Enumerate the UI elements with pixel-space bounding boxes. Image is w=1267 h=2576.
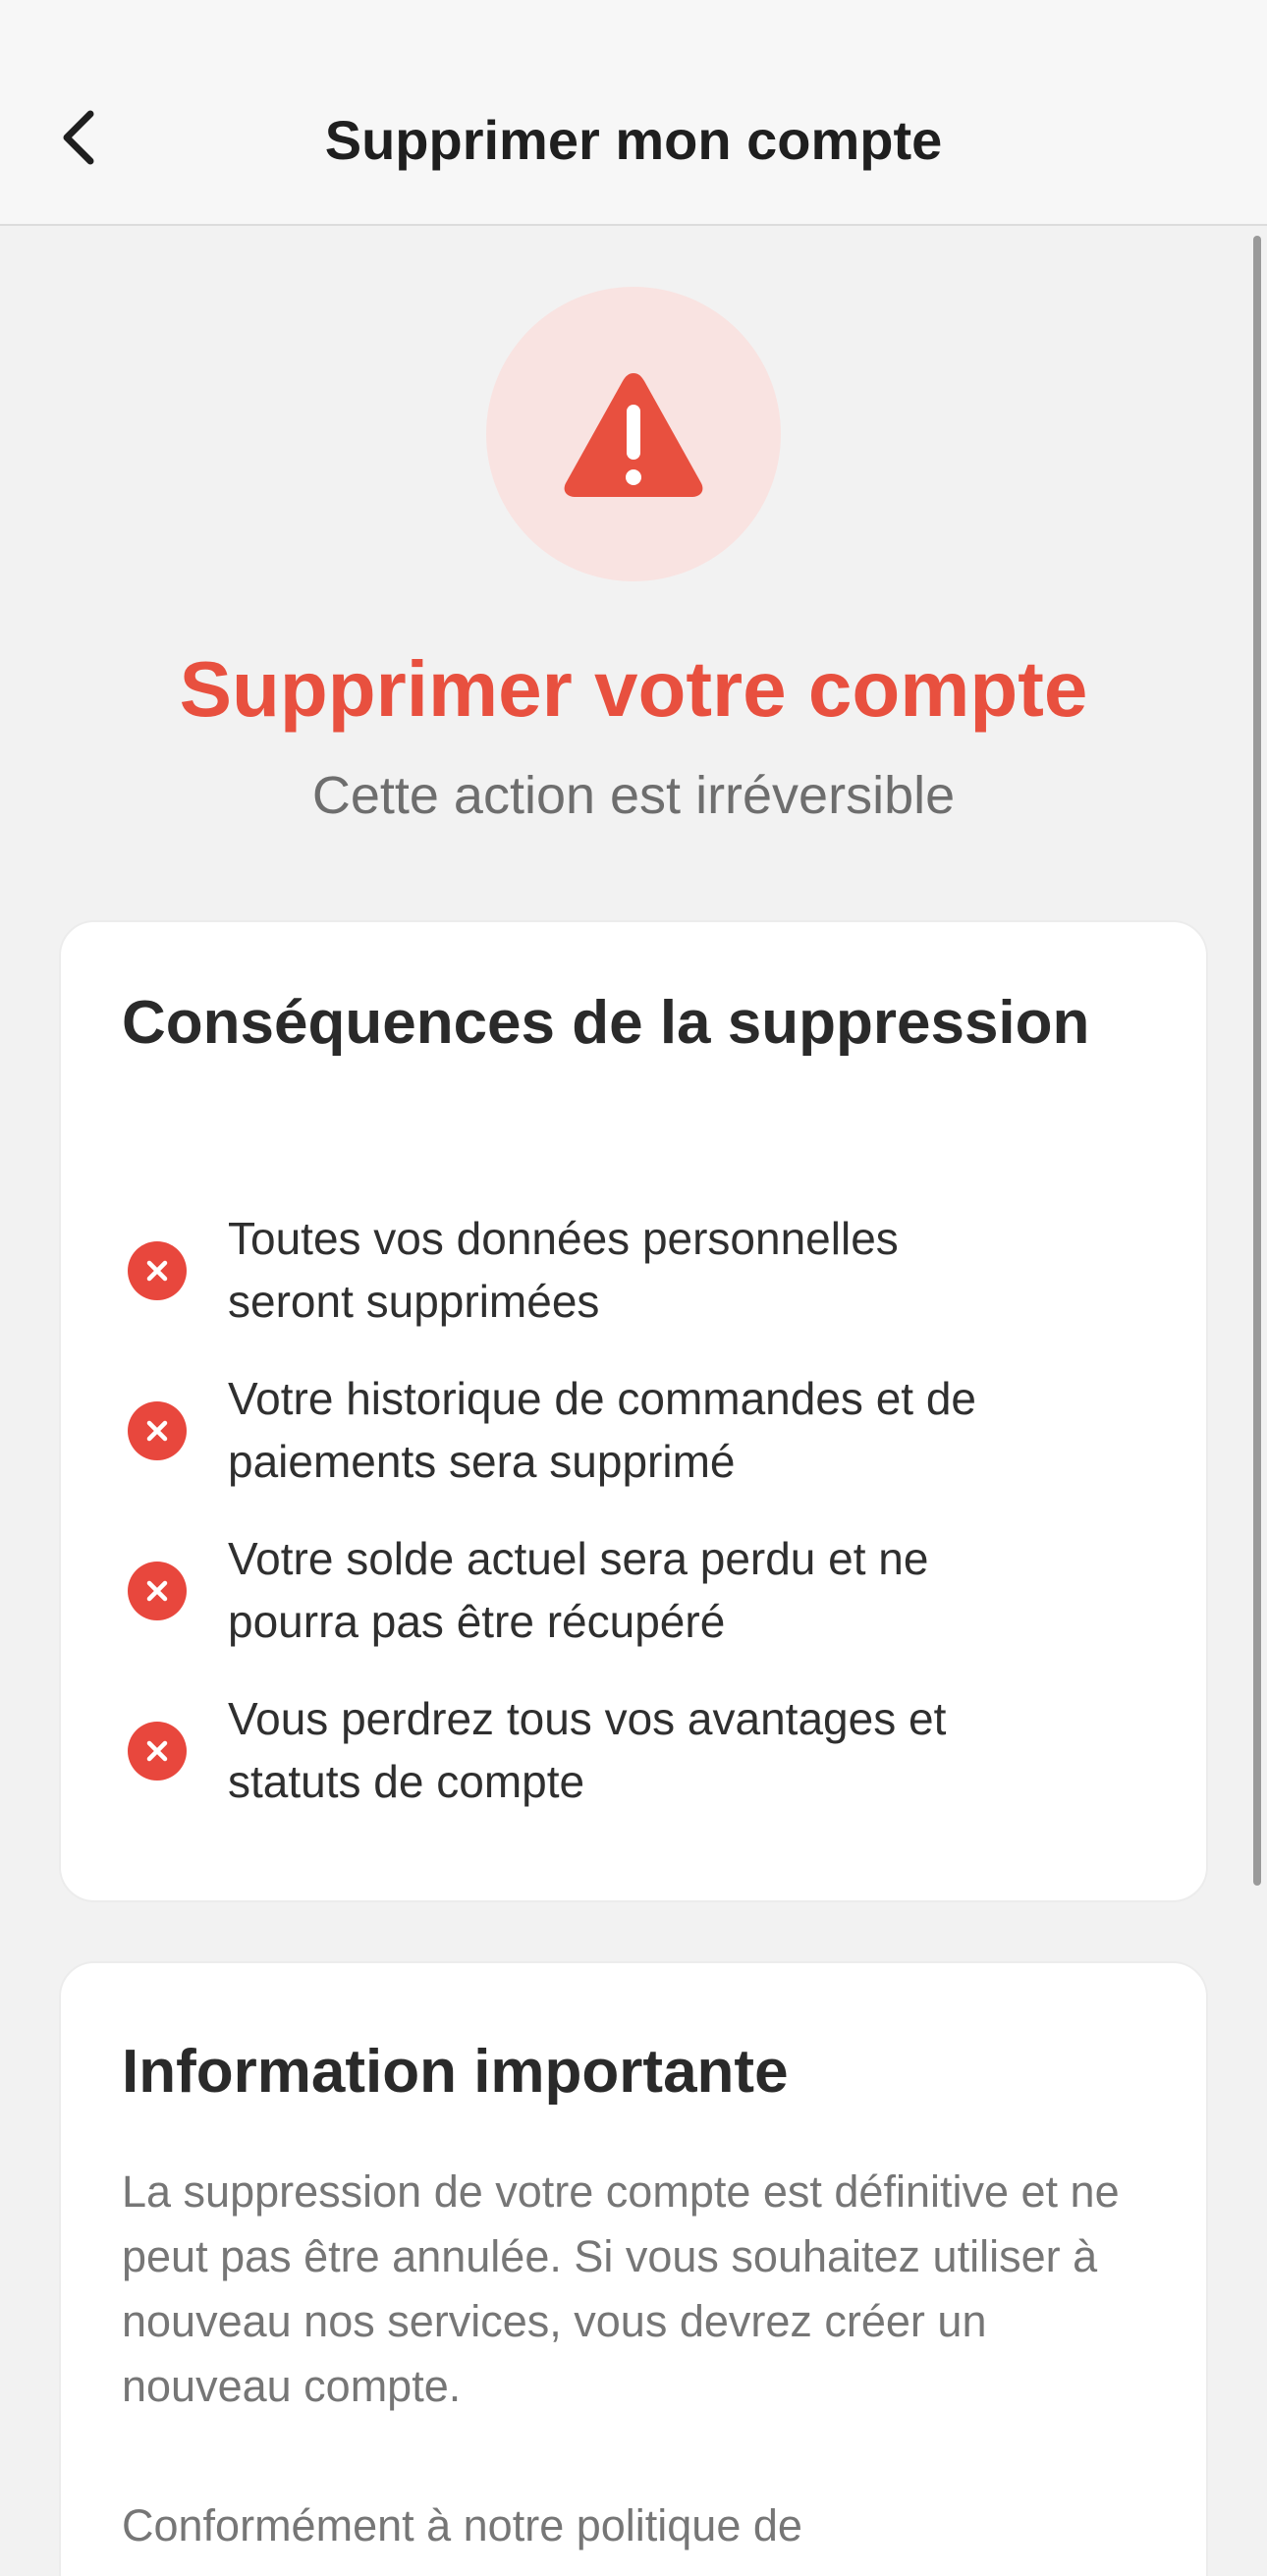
list-item bbox=[122, 1207, 1163, 1367]
consequences-card bbox=[59, 920, 1208, 1902]
x-circle-icon bbox=[128, 1241, 187, 1300]
scroll-content[interactable] bbox=[0, 228, 1267, 2576]
info-paragraph: La suppression de votre compte est définitive et ne peut pas être annulée. Si vous souhaitez utiliser à nouveau nos services, vous devrez créer un nouveau compte. bbox=[122, 2166, 1120, 2411]
consequence-text: Votre solde actuel sera perdu et ne pourra pas être récupéré bbox=[228, 1533, 929, 1647]
x-circle-icon bbox=[128, 1562, 187, 1620]
warning-triangle-icon bbox=[560, 367, 707, 501]
info-paragraph: Conformément à notre politique de bbox=[122, 2500, 802, 2550]
consequence-text: Toutes vos données personnelles seront supprimées bbox=[228, 1213, 899, 1327]
consequence-text: Vous perdrez tous vos avantages et statuts de compte bbox=[228, 1693, 947, 1807]
page-title: Supprimer mon compte bbox=[324, 109, 943, 171]
info-title: Information importante bbox=[122, 2038, 789, 2106]
list-item bbox=[122, 1687, 1163, 1847]
list-item bbox=[122, 1367, 1163, 1527]
warning-badge bbox=[486, 287, 781, 581]
app-header bbox=[0, 0, 1267, 226]
consequences-title: Conséquences de la suppression bbox=[122, 989, 1090, 1057]
x-circle-icon bbox=[128, 1401, 187, 1460]
consequence-text: Votre historique de commandes et de paiements sera supprimé bbox=[228, 1373, 977, 1487]
hero-subtitle: Cette action est irréversible bbox=[311, 766, 956, 825]
consequences-list bbox=[122, 1207, 1163, 1847]
info-card bbox=[59, 1961, 1208, 2576]
hero-title: Supprimer votre compte bbox=[179, 645, 1088, 733]
scrollbar[interactable] bbox=[1253, 236, 1261, 1886]
list-item bbox=[122, 1527, 1163, 1687]
x-circle-icon bbox=[128, 1722, 187, 1781]
